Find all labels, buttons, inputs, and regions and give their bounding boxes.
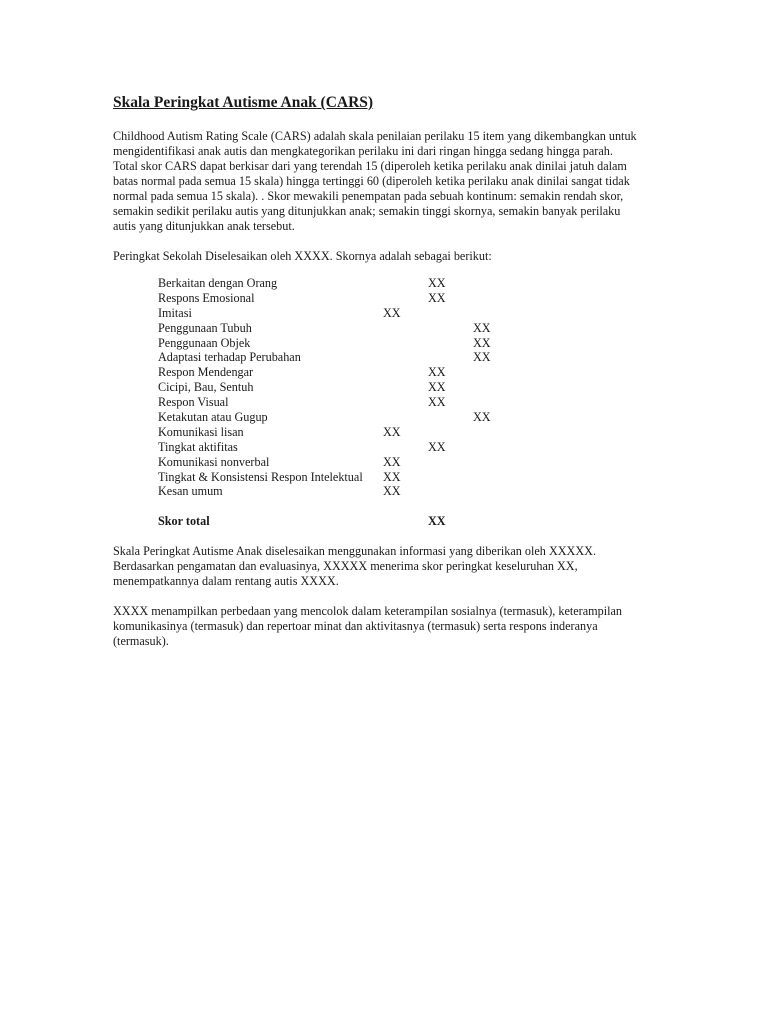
score-item-mark: XX [473,335,491,350]
intro-paragraph [113,129,653,234]
score-row [158,350,653,365]
score-item-label: Ketakutan atau Gugup [158,410,268,425]
score-item-label: Respon Visual [158,395,229,410]
score-item-mark: XX [428,276,446,290]
conclusion-line: menempatkannya dalam rentang autis XXXX. [113,574,339,589]
score-item-label: Penggunaan Tubuh [158,320,252,335]
score-item-label: Penggunaan Objek [158,335,251,350]
document-title: Skala Peringkat Autisme Anak (CARS) [113,94,374,111]
summary-line: komunikasinya (termasuk) dan repertoar minat dan aktivitasnya (termasuk) serta respons inderanya [113,619,598,634]
intro-line: mengidentifikasi anak autis dan mengkategorikan perilaku ini dari ringan hingga sedang hingga parah. [113,144,613,158]
school-rating-line: Peringkat Sekolah Diselesaikan oleh XXXX. Skornya adalah sebagai berikut: [113,249,492,263]
conclusion-line: Berdasarkan pengamatan dan evaluasinya, XXXXX menerima skor peringkat keseluruhan XX, [113,559,578,574]
intro-line: batas normal pada semua 15 skala) hingga tertinggi 60 (diperoleh ketika perilaku anak dinilai sangat tidak [113,174,630,188]
intro-line: autis yang ditunjukkan anak tersebut. [113,219,295,233]
total-label: Skor total [158,514,210,529]
score-item-label: Respon Mendengar [158,365,254,380]
score-item-mark: XX [473,320,491,335]
score-row [158,484,653,499]
score-item-mark: XX [428,395,446,410]
score-item-mark: XX [383,484,401,499]
score-row [158,276,653,291]
score-item-label: Respons Emosional [158,290,255,305]
summary-line: XXXX menampilkan perbedaan yang mencolok dalam keterampilan sosialnya (termasuk), keterampilan [113,604,622,619]
score-item-label: Adaptasi terhadap Perubahan [158,350,301,365]
score-item-mark: XX [428,439,446,454]
total-row [158,514,653,529]
score-item-label: Komunikasi lisan [158,424,244,439]
score-item-label: Komunikasi nonverbal [158,454,270,469]
summary-paragraph [113,604,653,649]
conclusion-paragraph [113,544,653,589]
score-row [158,336,653,351]
score-item-label: Berkaitan dengan Orang [158,276,278,290]
score-item-mark: XX [473,410,491,425]
score-row [158,321,653,336]
summary-line: (termasuk). [113,634,169,649]
score-table [158,276,653,499]
intro-line: semakin sedikit perilaku autis yang ditunjukkan anak; semakin tinggi skornya, semakin banyak perilaku [113,204,621,218]
score-row [158,291,653,306]
score-row [158,365,653,380]
score-item-mark: XX [428,290,446,305]
score-row [158,425,653,440]
conclusion-line: Skala Peringkat Autisme Anak diselesaikan menggunakan informasi yang diberikan oleh XXXXX. [113,544,596,559]
score-item-mark: XX [383,305,401,320]
intro-line: normal pada semua 15 skala). . Skor mewakili penempatan pada sebuah kontinum: semakin rendah skor, [113,189,624,203]
score-row [158,410,653,425]
score-row [158,306,653,321]
score-row [158,440,653,455]
score-item-label: Tingkat aktifitas [158,439,238,454]
score-item-mark: XX [428,380,446,395]
score-item-label: Imitasi [158,305,192,320]
score-item-mark: XX [383,424,401,439]
intro-line: Childhood Autism Rating Scale (CARS) adalah skala penilaian perilaku 15 item yang dikembangkan untuk [113,129,637,143]
score-item-mark: XX [428,365,446,380]
score-item-mark: XX [473,350,491,365]
total-score: XX [428,514,446,529]
score-row [158,395,653,410]
score-row [158,380,653,395]
score-item-label: Tingkat & Konsistensi Respon Intelektual [158,469,363,484]
intro-line: Total skor CARS dapat berkisar dari yang terendah 15 (diperoleh ketika perilaku anak dinilai jatuh dalam [113,159,627,173]
score-item-mark: XX [383,469,401,484]
score-item-mark: XX [383,454,401,469]
score-item-label: Kesan umum [158,484,223,499]
score-item-label: Cicipi, Bau, Sentuh [158,380,254,395]
document-page [113,93,653,664]
score-row [158,455,653,470]
score-row [158,470,653,485]
